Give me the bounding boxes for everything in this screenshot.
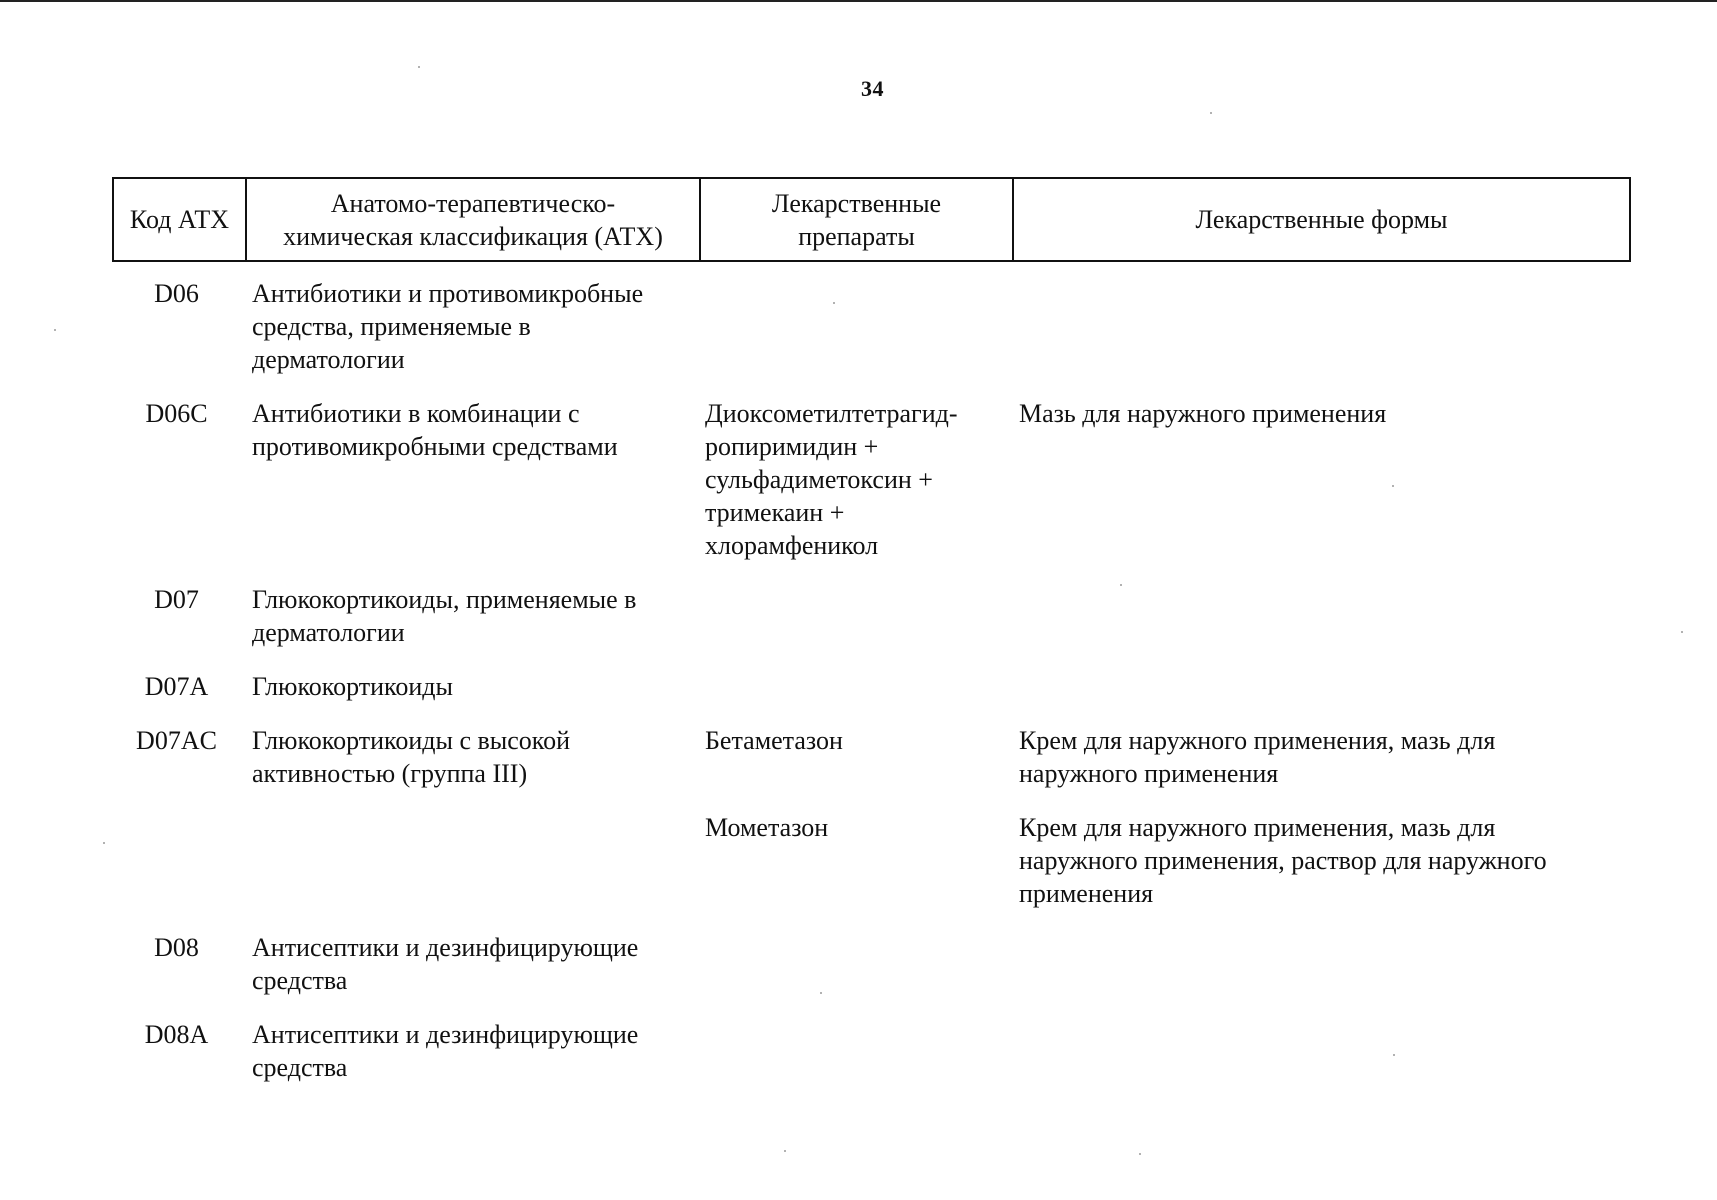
scan-speck <box>1139 1153 1141 1155</box>
cell-classification-line: Антибиотики в комбинации с <box>252 399 580 428</box>
table-row <box>113 796 1630 916</box>
cell-form <box>1013 916 1630 1003</box>
cell-drug <box>700 655 1013 709</box>
header-classification-line: химическая классификация (АТХ) <box>283 221 663 251</box>
cell-classification-line: Антисептики и дезинфицирующие <box>252 933 639 962</box>
cell-classification-line: средства <box>252 966 348 995</box>
table-row <box>113 655 1630 709</box>
cell-form-line: Мазь для наружного применения <box>1019 399 1387 428</box>
cell-classification-line: средства <box>252 1053 348 1082</box>
table-body <box>113 261 1630 1090</box>
cell-form-line: Крем для наружного применения, мазь для <box>1019 813 1496 842</box>
scan-speck <box>418 66 420 68</box>
table-row <box>113 709 1630 796</box>
cell-code-text: D07 <box>154 585 199 614</box>
table-row <box>113 568 1630 655</box>
cell-drug <box>700 796 1013 916</box>
cell-code <box>113 382 246 568</box>
cell-code-text: D07AC <box>136 726 217 755</box>
cell-code <box>113 709 246 796</box>
cell-classification <box>246 655 700 709</box>
table-row <box>113 261 1630 382</box>
cell-code <box>113 568 246 655</box>
cell-form <box>1013 796 1630 916</box>
cell-form-line: наружного применения, раствор для наружного <box>1019 846 1547 875</box>
cell-classification-line: Глюкокортикоиды <box>252 672 453 701</box>
cell-code-text: D06 <box>154 279 199 308</box>
header-drugs-line: Лекарственные <box>771 188 942 218</box>
cell-classification <box>246 261 700 382</box>
cell-drug <box>700 261 1013 382</box>
cell-classification-line: Глюкокортикоиды с высокой <box>252 726 571 755</box>
header-drugs <box>700 178 1013 261</box>
cell-code <box>113 1003 246 1090</box>
cell-code <box>113 655 246 709</box>
cell-classification-line: средства, применяемые в <box>252 312 531 341</box>
scan-speck <box>54 329 56 331</box>
scan-speck <box>784 1150 786 1152</box>
scan-speck <box>833 302 835 304</box>
cell-classification-line: активностью (группа III) <box>252 759 528 788</box>
cell-code <box>113 796 246 916</box>
table-header <box>113 178 1630 261</box>
cell-drug-line: тримекаин + <box>705 498 845 527</box>
cell-form <box>1013 382 1630 568</box>
header-classification <box>246 178 700 261</box>
cell-classification-line: дерматологии <box>252 345 405 374</box>
table-row <box>113 1003 1630 1090</box>
cell-drug <box>700 916 1013 1003</box>
cell-classification-line: дерматологии <box>252 618 405 647</box>
scan-speck <box>1120 584 1122 586</box>
cell-drug-line: сульфадиметоксин + <box>705 465 933 494</box>
cell-code <box>113 261 246 382</box>
cell-drug <box>700 709 1013 796</box>
table-row <box>113 382 1630 568</box>
cell-code-text: D07A <box>144 672 209 701</box>
cell-form-line: применения <box>1019 879 1154 908</box>
page-number <box>0 76 1717 102</box>
header-drugs-line: препараты <box>798 221 915 251</box>
atc-table <box>112 177 1631 1090</box>
cell-classification-line: Глюкокортикоиды, применяемые в <box>252 585 637 614</box>
cell-classification <box>246 796 700 916</box>
cell-drug-line: хлорамфеникол <box>705 531 879 560</box>
cell-classification <box>246 382 700 568</box>
cell-drug <box>700 568 1013 655</box>
header-classification-line: Анатомо-терапевтическо- <box>330 188 616 218</box>
cell-drug <box>700 1003 1013 1090</box>
cell-code-text: D08A <box>144 1020 209 1049</box>
cell-form <box>1013 709 1630 796</box>
cell-classification <box>246 1003 700 1090</box>
page-number-text: 34 <box>861 76 884 101</box>
cell-classification <box>246 568 700 655</box>
header-code <box>113 178 246 261</box>
scan-speck <box>820 992 822 994</box>
cell-classification <box>246 916 700 1003</box>
header-forms <box>1013 178 1630 261</box>
scan-speck <box>1392 485 1394 487</box>
cell-form-line: Крем для наружного применения, мазь для <box>1019 726 1496 755</box>
header-forms-text: Лекарственные формы <box>1195 205 1448 234</box>
cell-form <box>1013 655 1630 709</box>
cell-form-line: наружного применения <box>1019 759 1279 788</box>
cell-code-text: D06C <box>145 399 208 428</box>
cell-code-text: D08 <box>154 933 199 962</box>
scan-top-edge <box>0 0 1717 2</box>
table-row <box>113 916 1630 1003</box>
cell-drug-line: Мометазон <box>705 813 829 842</box>
cell-drug-line: Бетаметазон <box>705 726 843 755</box>
scan-speck <box>1393 1054 1395 1056</box>
header-code-text: Код АТХ <box>129 205 230 234</box>
cell-classification-line: противомикробными средствами <box>252 432 618 461</box>
cell-drug-line: ропиримидин + <box>705 432 879 461</box>
cell-classification <box>246 709 700 796</box>
cell-classification-line: Антисептики и дезинфицирующие <box>252 1020 639 1049</box>
cell-drug-line: Диоксометилтетрагид- <box>705 399 958 428</box>
scan-speck <box>1681 631 1683 633</box>
cell-form <box>1013 568 1630 655</box>
header-row <box>113 178 1630 261</box>
cell-classification-line: Антибиотики и противомикробные <box>252 279 644 308</box>
scan-speck <box>1210 112 1212 114</box>
cell-form <box>1013 261 1630 382</box>
cell-form <box>1013 1003 1630 1090</box>
cell-drug <box>700 382 1013 568</box>
scan-speck <box>103 842 105 844</box>
cell-code <box>113 916 246 1003</box>
